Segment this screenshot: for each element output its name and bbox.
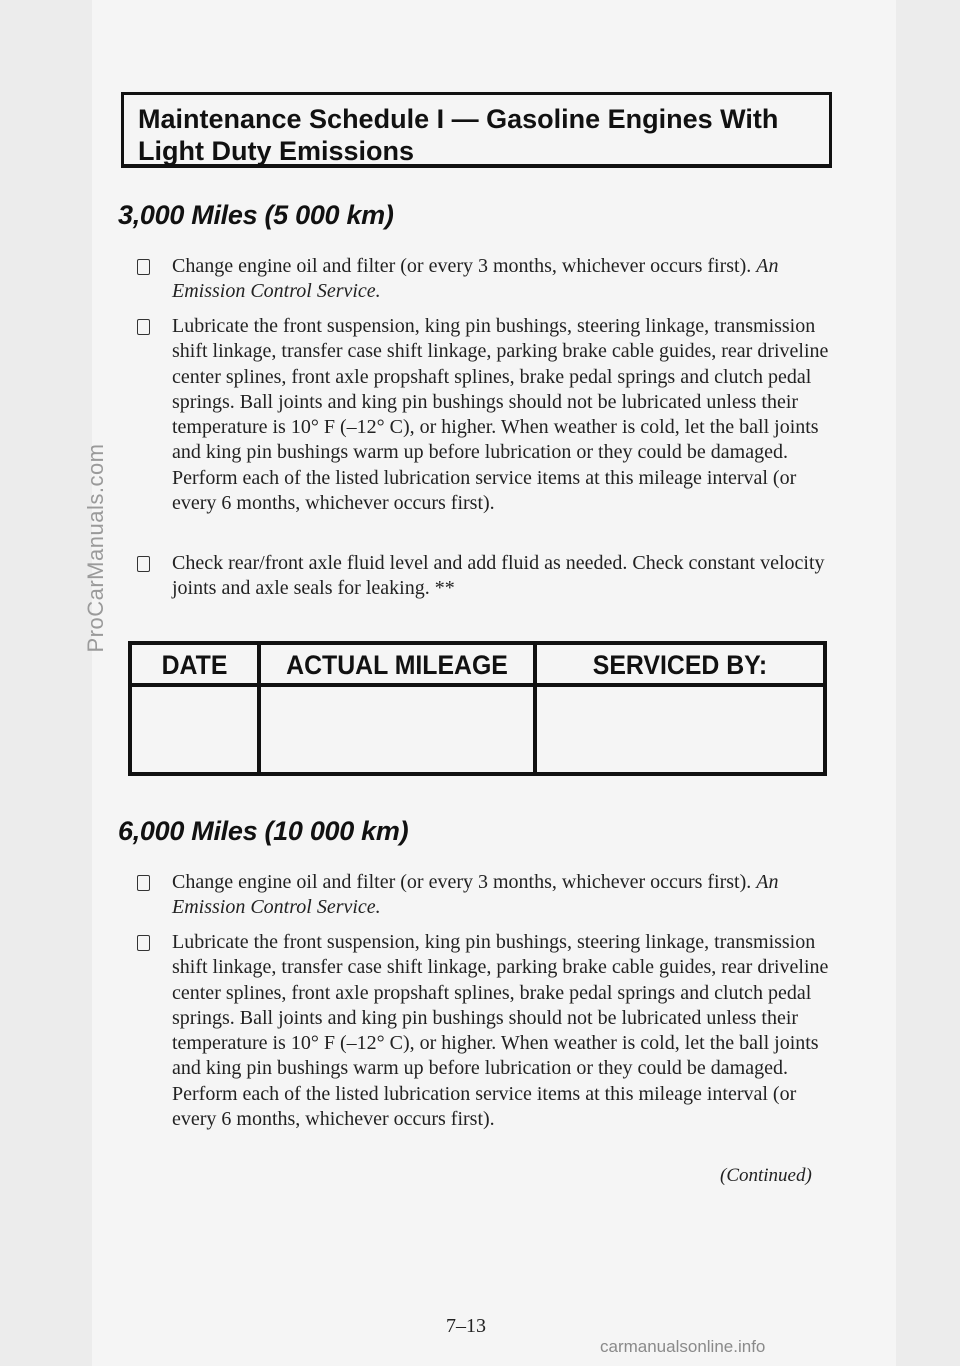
section-title-3000: 3,000 Miles (5 000 km) <box>118 200 394 230</box>
item-text: Change engine oil and filter (or every 3 months, whichever occurs first). An Emission Control Service. <box>172 255 779 303</box>
checklist-item <box>137 870 837 921</box>
checklist-item <box>137 254 837 305</box>
item-text: Lubricate the front suspension, king pin bushings, steering linkage, transmission shift linkage, transfer case shift linkage, parking brake cable guides, rear driveline center splines, front axle propshaft splines, brake pedal springs and clutch pedal springs. Ball joints and king pin bushings should not be lubricated unless their temperature is 10° F (–12° C), or higher. When weather is cold, let the ball joints and king pin bushings warm up before lubrication or they could be damaged. Perform each of the listed lubrication service items at this mileage interval (or every 6 months, whichever occurs first). <box>172 315 829 515</box>
side-watermark: ProCarManuals.com <box>83 443 108 653</box>
column-date: DATE <box>135 643 254 685</box>
checkbox-icon[interactable] <box>137 319 150 335</box>
checkbox-icon[interactable] <box>137 935 150 951</box>
section-title-6000: 6,000 Miles (10 000 km) <box>118 816 409 846</box>
table-header-row <box>130 643 825 685</box>
checkbox-icon[interactable] <box>137 556 150 572</box>
checkbox-icon[interactable] <box>137 259 150 275</box>
item-text: Change engine oil and filter (or every 3 months, whichever occurs first). An Emission Control Service. <box>172 871 779 919</box>
continued-note: (Continued) <box>720 1165 812 1186</box>
checklist-item <box>137 551 837 602</box>
checklist-item <box>137 930 837 1132</box>
footer-watermark: carmanualsonline.info <box>600 1337 766 1356</box>
page-number: 7–13 <box>446 1315 486 1337</box>
table-row <box>130 685 825 774</box>
checkbox-icon[interactable] <box>137 875 150 891</box>
service-log-table <box>128 641 827 776</box>
date-cell[interactable] <box>130 685 259 774</box>
schedule-header <box>121 92 832 168</box>
header-line-1: Maintenance Schedule I — Gasoline Engines With <box>138 104 779 134</box>
item-text: Check rear/front axle fluid level and add fluid as needed. Check constant velocity joints and axle seals for leaking. ** <box>172 552 825 600</box>
header-line-2: Light Duty Emissions <box>138 136 415 166</box>
column-actual-mileage: ACTUAL MILEAGE <box>270 643 524 685</box>
item-text: Lubricate the front suspension, king pin bushings, steering linkage, transmission shift linkage, transfer case shift linkage, parking brake cable guides, rear driveline center splines, front axle propshaft splines, brake pedal springs and clutch pedal springs. Ball joints and king pin bushings should not be lubricated unless their temperature is 10° F (–12° C), or higher. When weather is cold, let the ball joints and king pin bushings warm up before lubrication or they could be damaged. Perform each of the listed lubrication service items at this mileage interval (or every 6 months, whichever occurs first). <box>172 931 829 1131</box>
column-serviced-by: SERVICED BY: <box>547 643 814 685</box>
mileage-cell[interactable] <box>259 685 535 774</box>
serviced-by-cell[interactable] <box>535 685 825 774</box>
checklist-item <box>137 314 837 516</box>
